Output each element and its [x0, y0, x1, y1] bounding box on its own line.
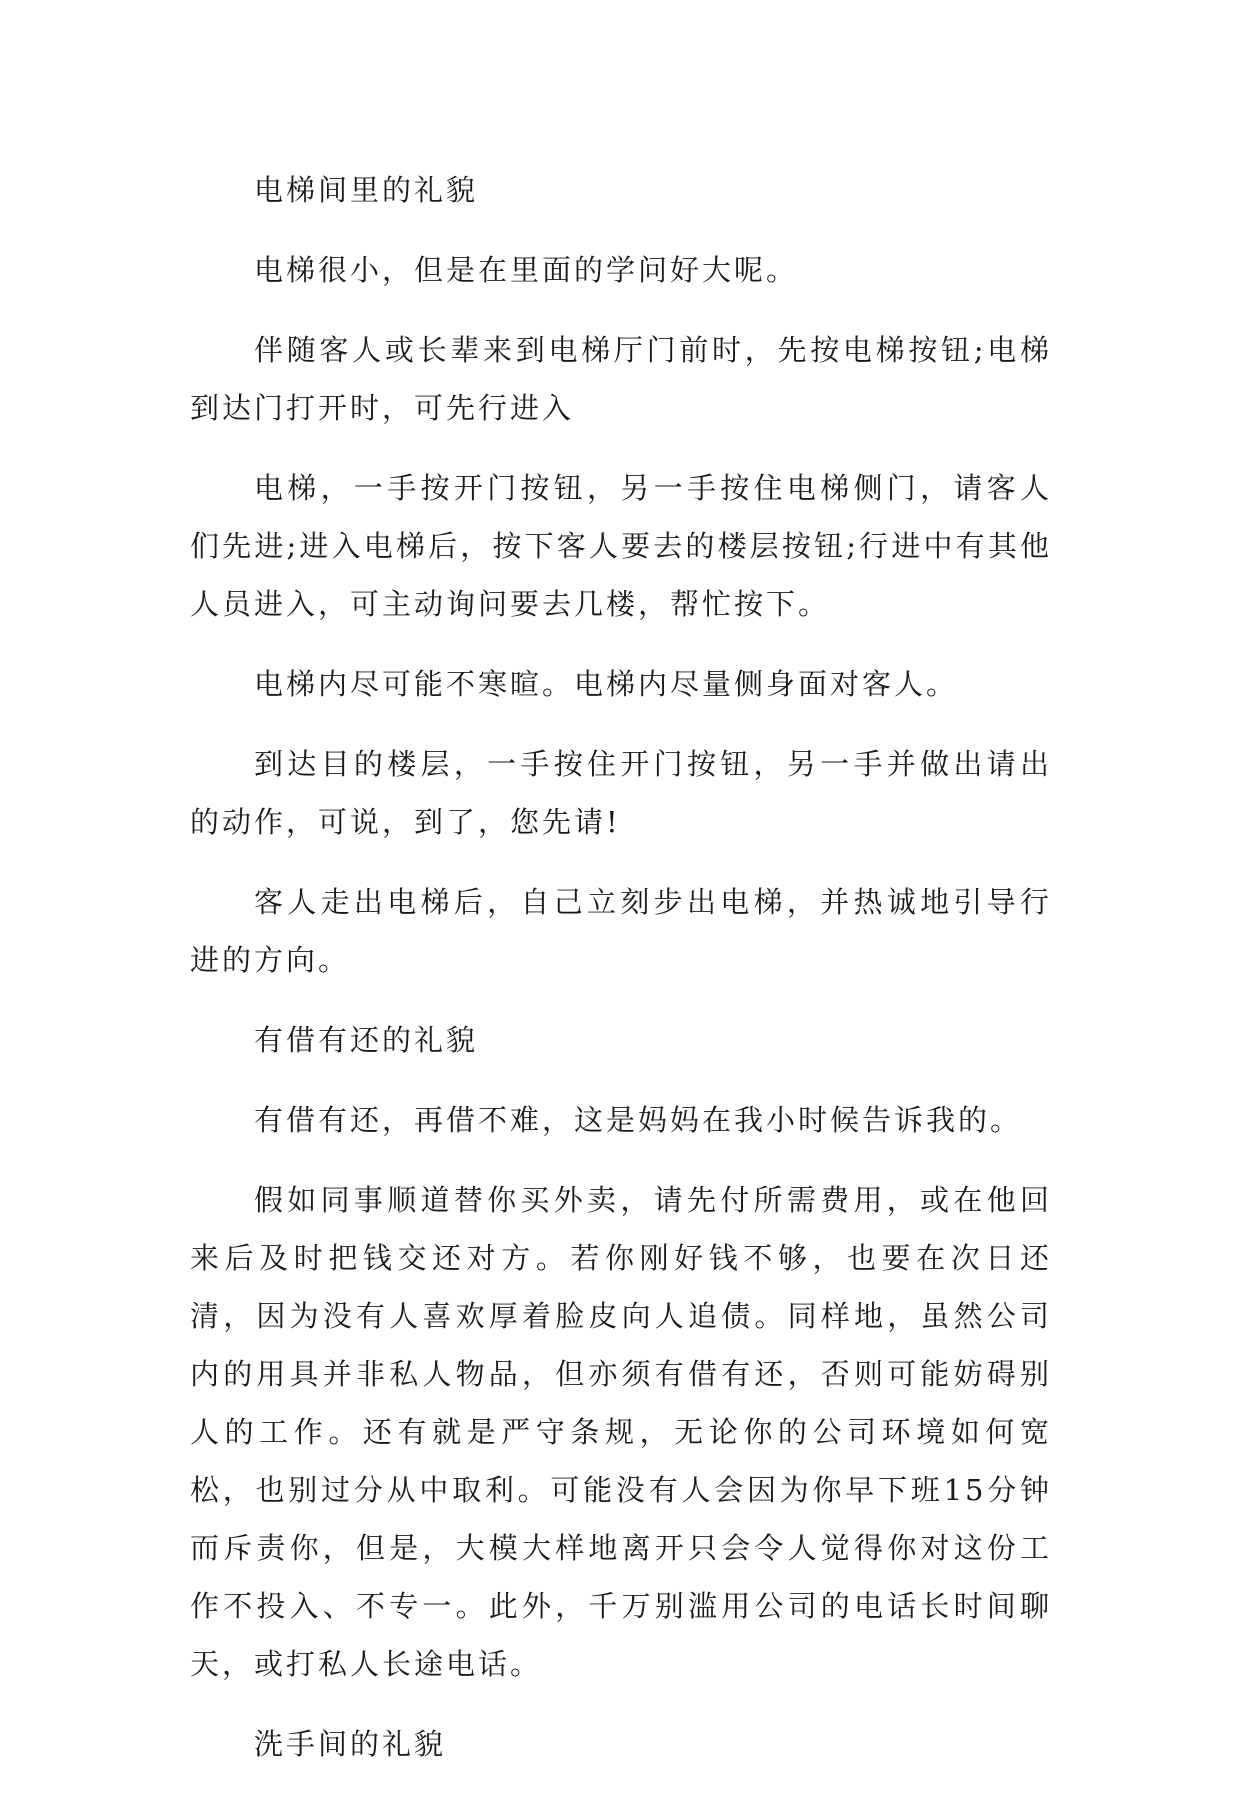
section-heading-elevator: 电梯间里的礼貌 — [254, 173, 479, 207]
paragraph: 有借有还，再借不难，这是妈妈在我小时候告诉我的。 — [254, 1103, 1023, 1137]
paragraph: 电梯内尽可能不寒暄。电梯内尽量侧身面对客人。 — [254, 667, 959, 701]
document-body — [190, 161, 1052, 1795]
paragraph: 电梯，一手按开门按钮，另一手按住电梯侧门，请客人们先进;进入电梯后，按下客人要去的楼层按钮;行进中有其他人员进入，可主动询问要去几楼，帮忙按下。 — [190, 471, 1052, 621]
section-heading-borrowing: 有借有还的礼貌 — [254, 1023, 479, 1057]
paragraph: 电梯很小，但是在里面的学问好大呢。 — [254, 253, 799, 287]
paragraph: 假如同事顺道替你买外卖，请先付所需费用，或在他回来后及时把钱交还对方。若你刚好钱不够，也要在次日还清，因为没有人喜欢厚着脸皮向人追债。同样地，虽然公司内的用具并非私人物品，但亦须有借有还，否则可能妨碍别人的工作。还有就是严守条规，无论你的公司环境如何宽松，也别过分从中取利。可能没有人会因为你早下班15分钟而斥责你，但是，大模大样地离开只会令人觉得你对这份工作不投入、不专一。此外，千万别滥用公司的电话长时间聊天，或打私人长途电话。 — [190, 1183, 1052, 1681]
paragraph: 伴随客人或长辈来到电梯厅门前时，先按电梯按钮;电梯到达门打开时，可先行进入 — [190, 333, 1052, 425]
paragraph: 到达目的楼层，一手按住开门按钮，另一手并做出请出的动作，可说，到了，您先请! — [190, 747, 1052, 839]
paragraph: 客人走出电梯后，自己立刻步出电梯，并热诚地引导行进的方向。 — [190, 885, 1052, 977]
section-heading-restroom: 洗手间的礼貌 — [254, 1727, 447, 1761]
